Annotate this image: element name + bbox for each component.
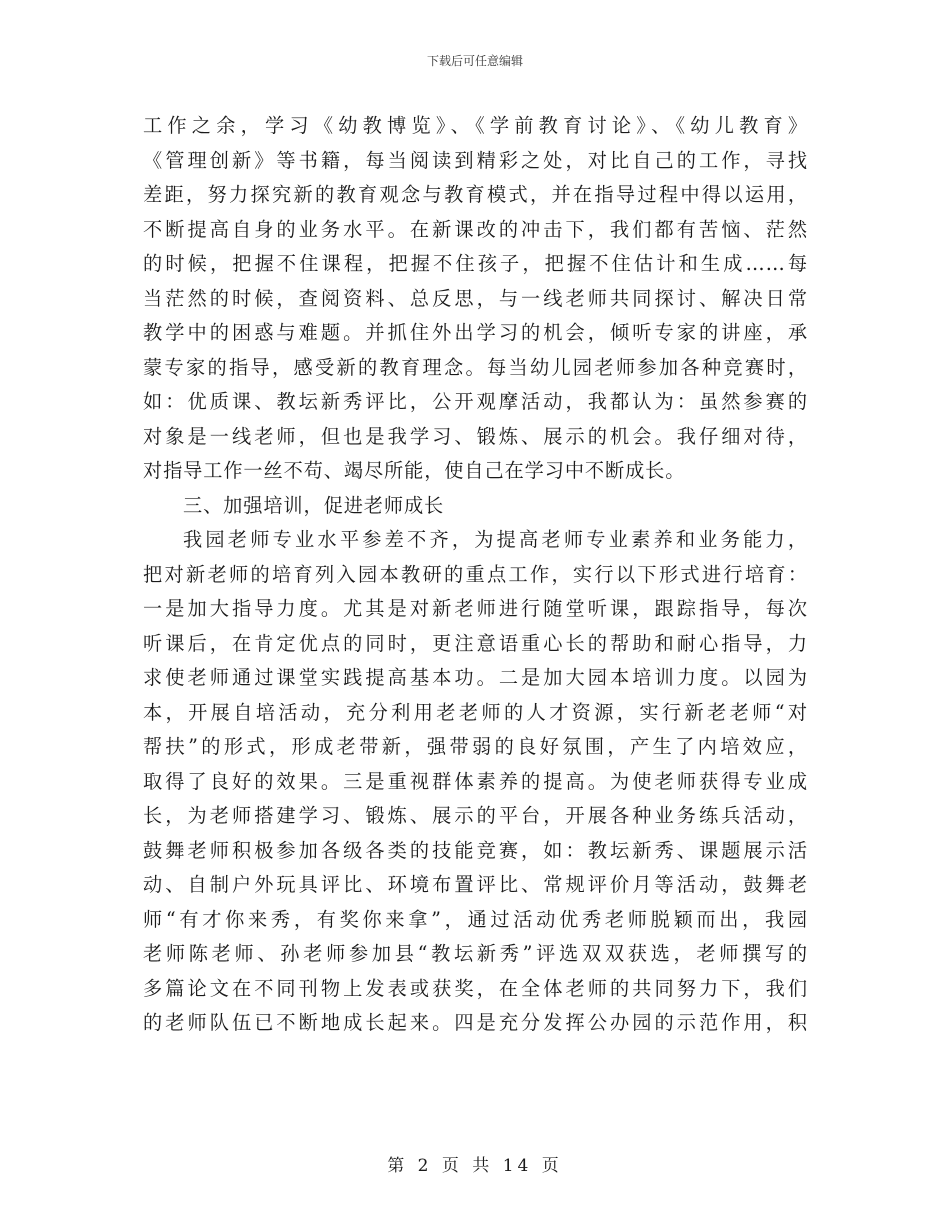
text-line: 老师陈老师、孙老师参加县“教坛新秀”评选双双获选，老师撰写的 xyxy=(143,942,808,965)
text-line: 不断提高自身的业务水平。在新课改的冲击下，我们都有苦恼、茫然 xyxy=(143,217,808,241)
text-line: 鼓舞老师积极参加各级各类的技能竞赛，如：教坛新秀、课题展示活 xyxy=(143,838,808,862)
text-line: 把对新老师的培育列入园本教研的重点工作，实行以下形式进行培育： xyxy=(143,562,808,586)
document-body xyxy=(143,112,808,1037)
text-line: 差距，努力探究新的教育观念与教育模式，并在指导过程中得以运用， xyxy=(143,183,808,206)
text-line: 取得了良好的效果。三是重视群体素养的提高。为使老师获得专业成 xyxy=(143,769,808,793)
text-line: 的时候，把握不住课程，把握不住孩子，把握不住估计和生成……每 xyxy=(143,252,808,275)
text-line: 工作之余，学习《幼教博览》、《学前教育讨论》、《幼儿教育》 xyxy=(143,114,808,137)
text-line: 本，开展自培活动，充分利用老老师的人才资源，实行新老老师“对 xyxy=(143,700,808,724)
text-line: 动、自制户外玩具评比、环境布置评比、常规评价月等活动，鼓舞老 xyxy=(143,873,808,896)
text-line: 多篇论文在不同刊物上发表或获奖，在全体老师的共同努力下，我们 xyxy=(143,976,808,1000)
text-line: 对象是一线老师，但也是我学习、锻炼、展示的机会。我仔细对待， xyxy=(143,424,808,448)
text-line: 帮扶”的形式，形成老带新，强带弱的良好氛围，产生了内培效应， xyxy=(143,735,808,758)
text-line: 听课后，在肯定优点的同时，更注意语重心长的帮助和耐心指导，力 xyxy=(143,631,808,655)
text-line: 一是加大指导力度。尤其是对新老师进行随堂听课，跟踪指导，每次 xyxy=(143,597,808,620)
text-line: 《管理创新》等书籍，每当阅读到精彩之处，对比自己的工作，寻找 xyxy=(143,148,808,172)
text-line: 的老师队伍已不断地成长起来。四是充分发挥公办园的示范作用，积 xyxy=(143,1011,808,1034)
text-line: 师“有才你来秀，有奖你来拿”，通过活动优秀老师脱颖而出，我园 xyxy=(143,907,808,931)
text-line: 对指导工作一丝不苟、竭尽所能，使自己在学习中不断成长。 xyxy=(143,459,686,482)
text-line: 当茫然的时候，查阅资料、总反思，与一线老师共同探讨、解决日常 xyxy=(143,286,808,310)
page-header: 下载后可任意编辑 xyxy=(426,54,523,68)
text-line: 如：优质课、教坛新秀评比，公开观摩活动，我都认为：虽然参赛的 xyxy=(143,390,808,413)
page-number: 第 2 页 共 14 页 xyxy=(387,1156,563,1176)
text-line: 教学中的困惑与难题。并抓住外出学习的机会，倾听专家的讲座，承 xyxy=(143,321,808,344)
text-line: 蒙专家的指导，感受新的教育理念。每当幼儿园老师参加各种竞赛时， xyxy=(143,355,808,379)
text-line: 三、加强培训，促进老师成长 xyxy=(183,493,445,517)
text-line: 求使老师通过课堂实践提高基本功。二是加大园本培训力度。以园为 xyxy=(143,666,808,689)
text-line: 我园老师专业水平参差不齐，为提高老师专业素养和业务能力， xyxy=(183,528,808,551)
text-line: 长，为老师搭建学习、锻炼、展示的平台，开展各种业务练兵活动， xyxy=(143,804,808,827)
